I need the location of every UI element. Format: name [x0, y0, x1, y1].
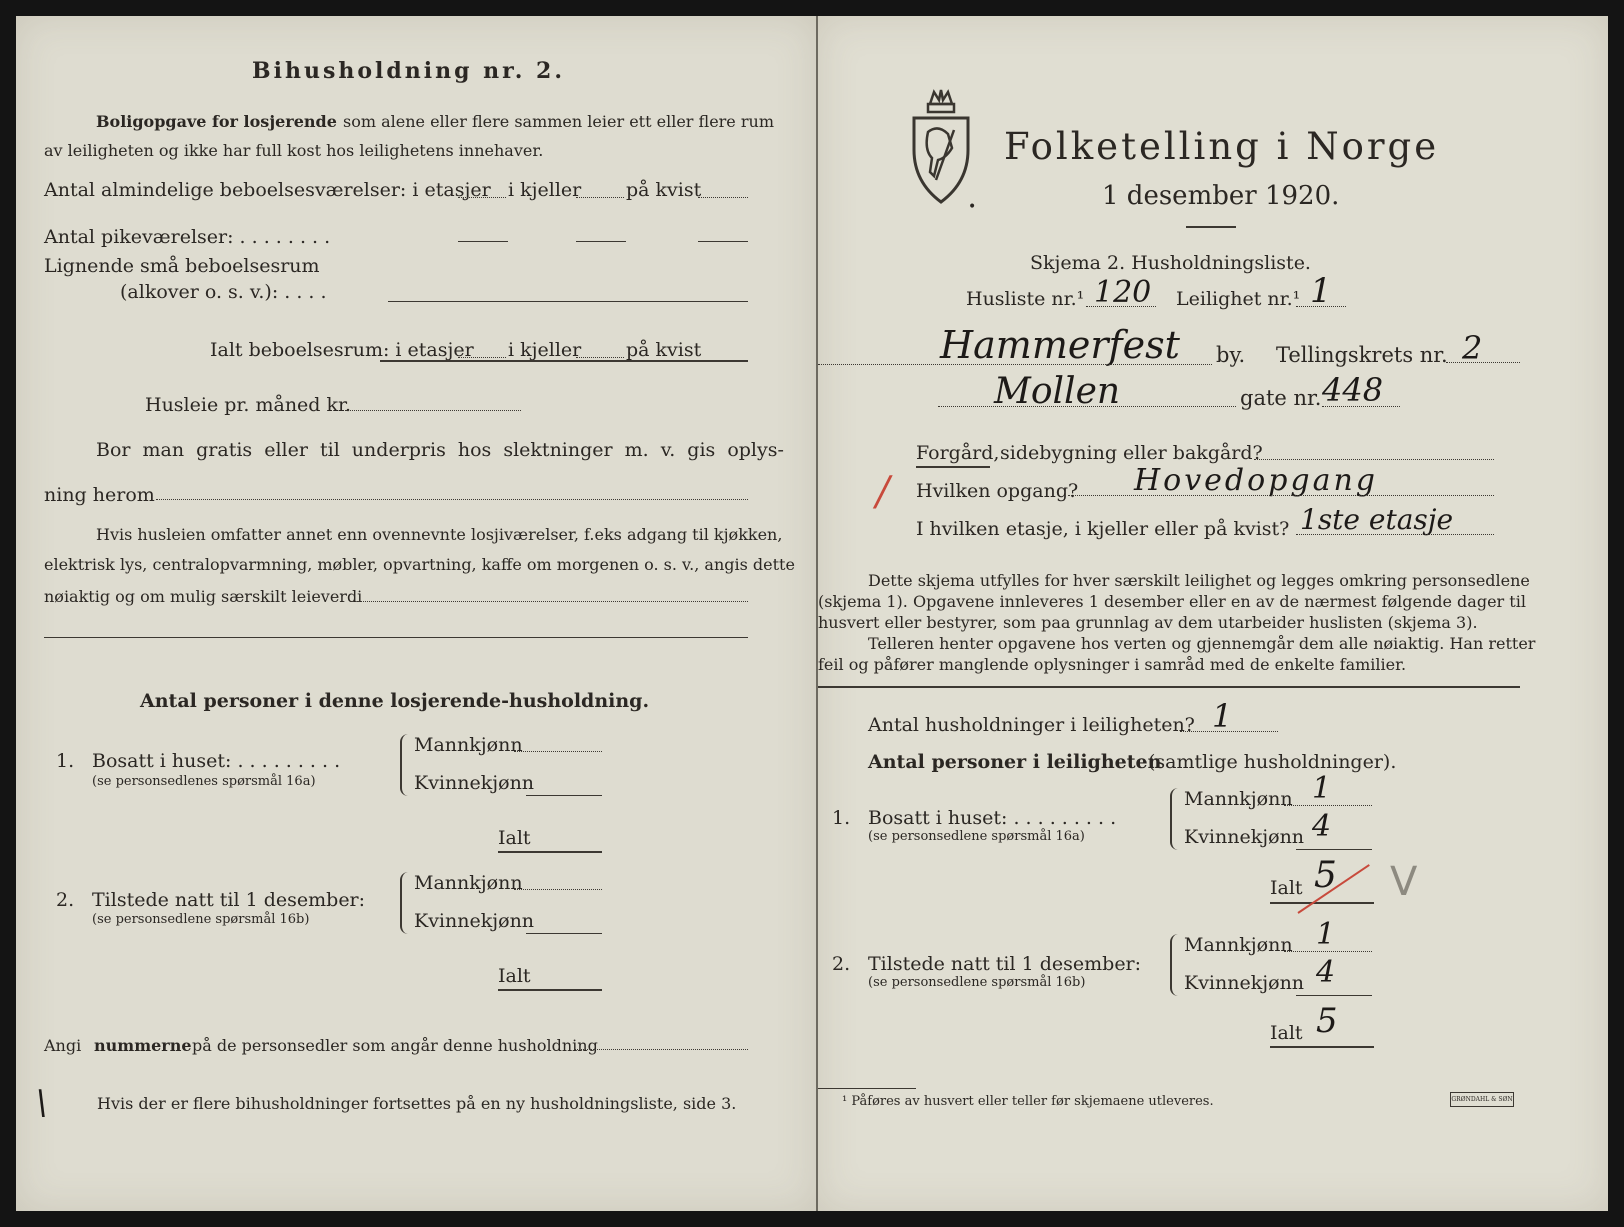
left-q2-ialt-line	[498, 989, 602, 991]
info-line5: feil og påfører manglende oplysninger i samråd med de enkelte familier.	[818, 655, 1407, 674]
left-q2-ialt: Ialt	[498, 965, 531, 987]
antal-hush-line	[1180, 731, 1278, 732]
husliste-value: 120	[1094, 275, 1152, 310]
right-q2-ialt: Ialt	[1270, 1022, 1303, 1044]
opgang-label: Hvilken opgang?	[916, 480, 1079, 502]
info-line4: Telleren henter opgavene hos verten og gjennemgår dem alle nøiaktig. Han retter	[868, 634, 1536, 653]
left-q2-kvinne-line	[526, 933, 602, 934]
left-q2-kvinne: Kvinnekjønn	[414, 910, 535, 932]
krets-line	[1446, 362, 1520, 363]
rooms-kjeller: i kjeller	[508, 179, 582, 201]
husliste-line	[1086, 306, 1156, 307]
alkover-line	[388, 301, 748, 302]
right-q1-ialt-value: 5	[1314, 855, 1337, 896]
by-value: Hammerfest	[940, 323, 1180, 367]
right-q2-num: 2.	[832, 953, 851, 975]
ialt-rooms-label: Ialt beboelsesrum: i etasjer	[210, 339, 474, 361]
right-q1-sub: (se personsedlene spørsmål 16a)	[868, 829, 1085, 844]
left-q1-ialt-line	[498, 851, 602, 853]
pike-line-2	[576, 241, 626, 242]
info-line3: husvert eller bestyrer, som paa grunnlag av dem utarbeider huslisten (skjema 3).	[818, 613, 1478, 632]
right-q2-ialt-value: 5	[1316, 1001, 1338, 1041]
husleie-label: Husleie pr. måned kr.	[145, 394, 352, 416]
antal-hush-value: 1	[1212, 697, 1233, 735]
opgang-line	[1068, 495, 1494, 496]
husliste-label: Husliste nr.¹	[966, 288, 1085, 310]
left-q1-mann-line	[514, 751, 602, 752]
left-q2-num: 2.	[56, 889, 75, 911]
lignende-label: Lignende små beboelsesrum	[44, 255, 320, 277]
ialt-kjeller-line	[576, 357, 624, 358]
angi-pre: Angi	[44, 1036, 82, 1055]
right-q2-mann-value: 1	[1316, 917, 1336, 952]
krets-value: 2	[1462, 329, 1483, 367]
intro-rest: som alene eller flere sammen leier ett eller flere rum	[343, 112, 774, 131]
left-q1-label: Bosatt i huset: . . . . . . . . .	[92, 750, 341, 772]
right-q1-mann-value: 1	[1312, 771, 1332, 806]
right-q2-kvinne-line	[1296, 995, 1372, 996]
check-mark: V	[1390, 859, 1418, 905]
forgard-label: Forgård,	[916, 442, 1000, 464]
angi-bold: nummerne	[94, 1036, 192, 1055]
etasje-value: 1ste etasje	[1300, 503, 1454, 536]
alkover-label: (alkover o. s. v.): . . . .	[120, 281, 327, 303]
right-q1-label: Bosatt i huset: . . . . . . . . .	[868, 807, 1117, 829]
left-q2-mann: Mannkjønn	[414, 872, 523, 894]
intro-line2: av leiligheten og ikke har full kost hos leilighetens innehaver.	[44, 141, 544, 160]
edge-mark: \	[36, 1083, 48, 1123]
rooms-kvist-line	[698, 197, 748, 198]
etasje-label: I hvilken etasje, i kjeller eller på kvist?	[916, 518, 1290, 540]
pike-line-1	[458, 241, 508, 242]
ialt-etasjer-line	[458, 357, 506, 358]
etasje-line	[1296, 534, 1494, 535]
left-q2-label: Tilstede natt til 1 desember:	[92, 889, 366, 911]
right-persons-rest: (samtlige husholdninger).	[1148, 751, 1397, 773]
census-date: 1 desember 1920.	[1102, 181, 1340, 211]
leilighet-value: 1	[1310, 271, 1332, 311]
info-rule	[818, 686, 1520, 688]
hvis-line1: Hvis husleien omfatter annet enn ovennevnte losjiværelser, f.eks adgang til kjøkken,	[96, 525, 783, 544]
right-persons-bold: Antal personer i leiligheten	[868, 751, 1162, 773]
left-q1-ialt: Ialt	[498, 827, 531, 849]
gate-value: Mollen	[994, 371, 1121, 412]
right-q2-kvinne-value: 4	[1316, 955, 1336, 990]
footnote: ¹ Påføres av husvert eller teller før skjemaene utleveres.	[842, 1094, 1214, 1109]
intro-bold: Boligopgave for losjerende	[96, 112, 337, 131]
forgard-rest: sidebygning eller bakgård?	[1000, 442, 1263, 464]
right-q2-mann-line	[1284, 951, 1372, 952]
left-footer: Hvis der er flere bihusholdninger fortsettes på en ny husholdningsliste, side 3.	[97, 1094, 737, 1113]
by-label: by.	[1216, 343, 1246, 367]
husleie-line	[345, 410, 521, 411]
right-title: Folketelling i Norge	[1004, 125, 1440, 168]
right-q1-num: 1.	[832, 807, 851, 829]
gate-nr-value: 448	[1322, 371, 1384, 409]
left-q2-mann-line	[514, 889, 602, 890]
gate-label: gate nr.	[1240, 386, 1322, 410]
hvis-extra-line	[44, 637, 748, 638]
footnote-rule	[818, 1088, 916, 1089]
norway-coat-of-arms-icon	[908, 88, 974, 206]
forgard-line	[1254, 459, 1494, 460]
red-margin-mark: /	[876, 469, 890, 515]
left-persons-heading: Antal personer i denne losjerende-husholdning.	[140, 690, 650, 712]
right-q2-mann: Mannkjønn	[1184, 934, 1293, 956]
right-q1-kvinne-value: 4	[1312, 809, 1332, 844]
bor-line1: Bor man gratis eller til underpris hos slektninger m. v. gis oplys-	[96, 439, 784, 461]
right-q2-label: Tilstede natt til 1 desember:	[868, 953, 1142, 975]
rooms-kjeller-line	[576, 197, 624, 198]
right-q1-kvinne-line	[1296, 849, 1372, 850]
by-line	[818, 364, 1212, 365]
forgard-underline	[916, 466, 990, 468]
pike-label: Antal pikeværelser: . . . . . . . .	[44, 226, 331, 248]
leilighet-line	[1296, 306, 1346, 307]
hvis-line	[350, 601, 748, 602]
ialt-kvist: på kvist	[626, 339, 702, 361]
right-q1-mann: Mannkjønn	[1184, 788, 1293, 810]
right-q1-kvinne: Kvinnekjønn	[1184, 826, 1305, 848]
ialt-kjeller: i kjeller	[508, 339, 582, 361]
left-title: Bihusholdning nr. 2.	[252, 58, 565, 84]
gate-nr-line	[1322, 406, 1400, 407]
hvis-line2: elektrisk lys, centralopvarmning, møbler, opvartning, kaffe om morgenen o. s. v., angis dette	[44, 555, 795, 574]
right-q2-ialt-line	[1270, 1046, 1374, 1048]
bor-line2: ning herom	[44, 484, 155, 506]
angi-line	[575, 1049, 748, 1050]
date-rule	[1186, 226, 1236, 228]
left-q1-kvinne-line	[526, 795, 602, 796]
antal-hush-label: Antal husholdninger i leiligheten?	[868, 714, 1195, 736]
right-q2-sub: (se personsedlene spørsmål 16b)	[868, 975, 1086, 990]
rooms-kvist: på kvist	[626, 179, 702, 201]
ialt-rooms-underline	[380, 360, 748, 362]
info-line2: (skjema 1). Opgavene innleveres 1 desember eller en av de nærmest følgende dager til	[818, 592, 1526, 611]
leilighet-label: Leilighet nr.¹	[1176, 288, 1301, 310]
krets-label: Tellingskrets nr.	[1276, 343, 1448, 367]
hvis-line3: nøiaktig og om mulig særskilt leieverdi	[44, 587, 363, 606]
right-q1-brace	[1170, 788, 1182, 850]
right-q1-ialt-line	[1270, 902, 1374, 904]
left-q1-sub: (se personsedlenes spørsmål 16a)	[92, 774, 316, 789]
bor-line	[156, 499, 748, 500]
opgang-value: Hovedopgang	[1134, 463, 1379, 498]
skjema-label: Skjema 2. Husholdningsliste.	[1030, 252, 1311, 274]
left-q1-mann: Mannkjønn	[414, 734, 523, 756]
left-q2-sub: (se personsedlene spørsmål 16b)	[92, 912, 310, 927]
angi-rest: på de personsedler som angår denne husholdning	[192, 1036, 598, 1055]
info-line1: Dette skjema utfylles for hver særskilt leilighet og legges omkring personsedlene	[868, 571, 1530, 590]
rooms-etasjer-line	[458, 197, 506, 198]
right-q1-mann-line	[1284, 805, 1372, 806]
left-q1-brace	[400, 734, 412, 796]
gate-line	[938, 406, 1236, 407]
left-q1-num: 1.	[56, 750, 75, 772]
rooms-label: Antal almindelige beboelsesværelser: i etasjer	[44, 179, 491, 201]
right-q2-brace	[1170, 934, 1182, 996]
right-q2-kvinne: Kvinnekjønn	[1184, 972, 1305, 994]
left-q2-brace	[400, 872, 412, 934]
dot-mark: •	[968, 199, 977, 215]
right-q1-ialt: Ialt	[1270, 877, 1303, 899]
pike-line-3	[698, 241, 748, 242]
printer-stamp: GRØNDAHL & SØN	[1450, 1092, 1514, 1107]
left-q1-kvinne: Kvinnekjønn	[414, 772, 535, 794]
